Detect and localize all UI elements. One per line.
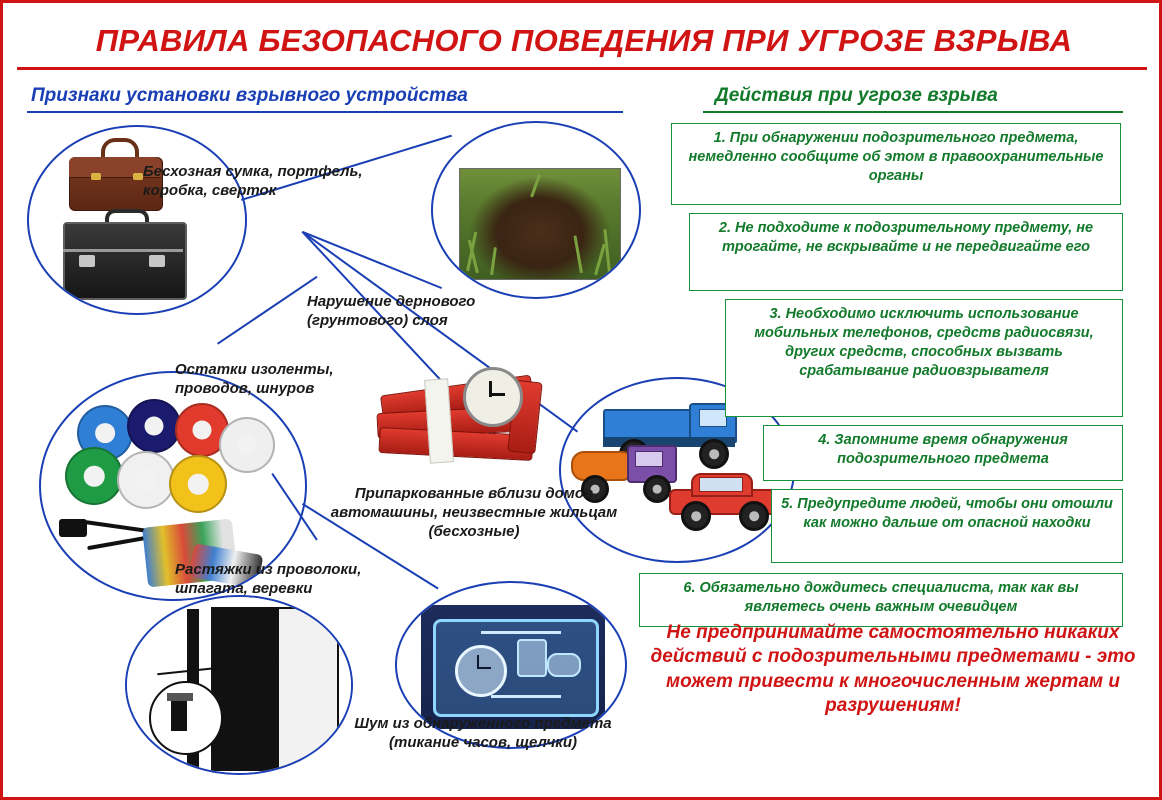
explosive-device-photo [371, 361, 571, 481]
power-cord [87, 536, 147, 550]
case-latch [79, 255, 95, 267]
left-section-heading: Признаки установки взрывного устройства [31, 85, 468, 106]
xray-wire [491, 695, 561, 698]
case-latch [149, 255, 165, 267]
final-warning-text: Не предпринимайте самостоятельно никаких действий с подозрительными предметами - это может привести к многочисленным жертам и разрушениям! [650, 622, 1136, 716]
tape-roll [65, 447, 123, 505]
page-title: ПРАВИЛА БЕЗОПАСНОГО ПОВЕДЕНИЯ ПРИ УГРОЗЕ ВЗРЫВА [95, 23, 1073, 58]
tape-roll [117, 451, 175, 509]
action-step-2: 2. Не подходите к подозрительному предмету, не трогайте, не вскрывайте и не передвигайте его [689, 213, 1123, 291]
left-section-underline [27, 111, 623, 113]
xray-bag-with-clock-photo [421, 605, 605, 729]
briefcase-and-case-photo [53, 127, 203, 315]
tape-roll [127, 399, 181, 453]
briefcase-clasp [91, 173, 101, 180]
door-panel [277, 607, 339, 775]
right-section-underline [703, 111, 1123, 113]
connector-line [217, 276, 318, 345]
caption-vehicles: Припаркованные вблизи домов автомашины, неизвестные жильцам (бесхозные) [330, 485, 618, 540]
xray-object [547, 653, 581, 677]
electrical-plug [59, 519, 87, 537]
title-divider [17, 67, 1147, 70]
xray-object [517, 639, 547, 677]
xray-wire [481, 631, 561, 634]
action-step-3: 3. Необходимо исключить использование мобильных телефонов, средств радиосвязи, других средств, способных вызвать срабатывание радиовзрывателя [725, 299, 1123, 417]
xray-clock [455, 645, 507, 697]
briefcase-clasp [133, 173, 143, 180]
timer-clock [463, 367, 523, 427]
sign-oval-ground [431, 121, 641, 299]
caption-tape: Остатки изоленты, проводов, шнуров [175, 361, 334, 397]
caption-bag: Бесхозная сумка, портфель, коробка, сверток [143, 163, 363, 199]
clock-hand [477, 667, 491, 669]
action-step-6: 6. Обязательно дождитесь специалиста, так как вы являетесь очень важным очевидцем [639, 573, 1123, 627]
tripwire-door-photo [127, 597, 353, 775]
tape-roll [169, 455, 227, 513]
caption-ground: Нарушение дернового (грунтового) слоя [307, 293, 476, 329]
clock-hand [489, 393, 505, 396]
action-step-5: 5. Предупредите людей, чтобы они отошли как можно дальше от опасной находки [771, 489, 1123, 563]
disturbed-ground-photo [459, 168, 621, 280]
tape-roll [219, 417, 275, 473]
right-section-heading: Действия при угрозе взрыва [715, 85, 998, 106]
action-step-1: 1. При обнаружении подозрительного предмета, немедленно сообщите об этом в правоохранительные органы [671, 123, 1121, 205]
case-seam [63, 249, 183, 252]
action-step-4: 4. Запомните время обнаружения подозрительного предмета [763, 425, 1123, 481]
caption-tripwire: Растяжки из проволоки, шпагата, веревки [175, 561, 362, 597]
caption-noise: Шум из обнаруженного предмета (тикание часов, щелчки) [354, 715, 612, 751]
sign-oval-bag [27, 125, 247, 315]
sign-oval-tripwire [125, 595, 353, 775]
